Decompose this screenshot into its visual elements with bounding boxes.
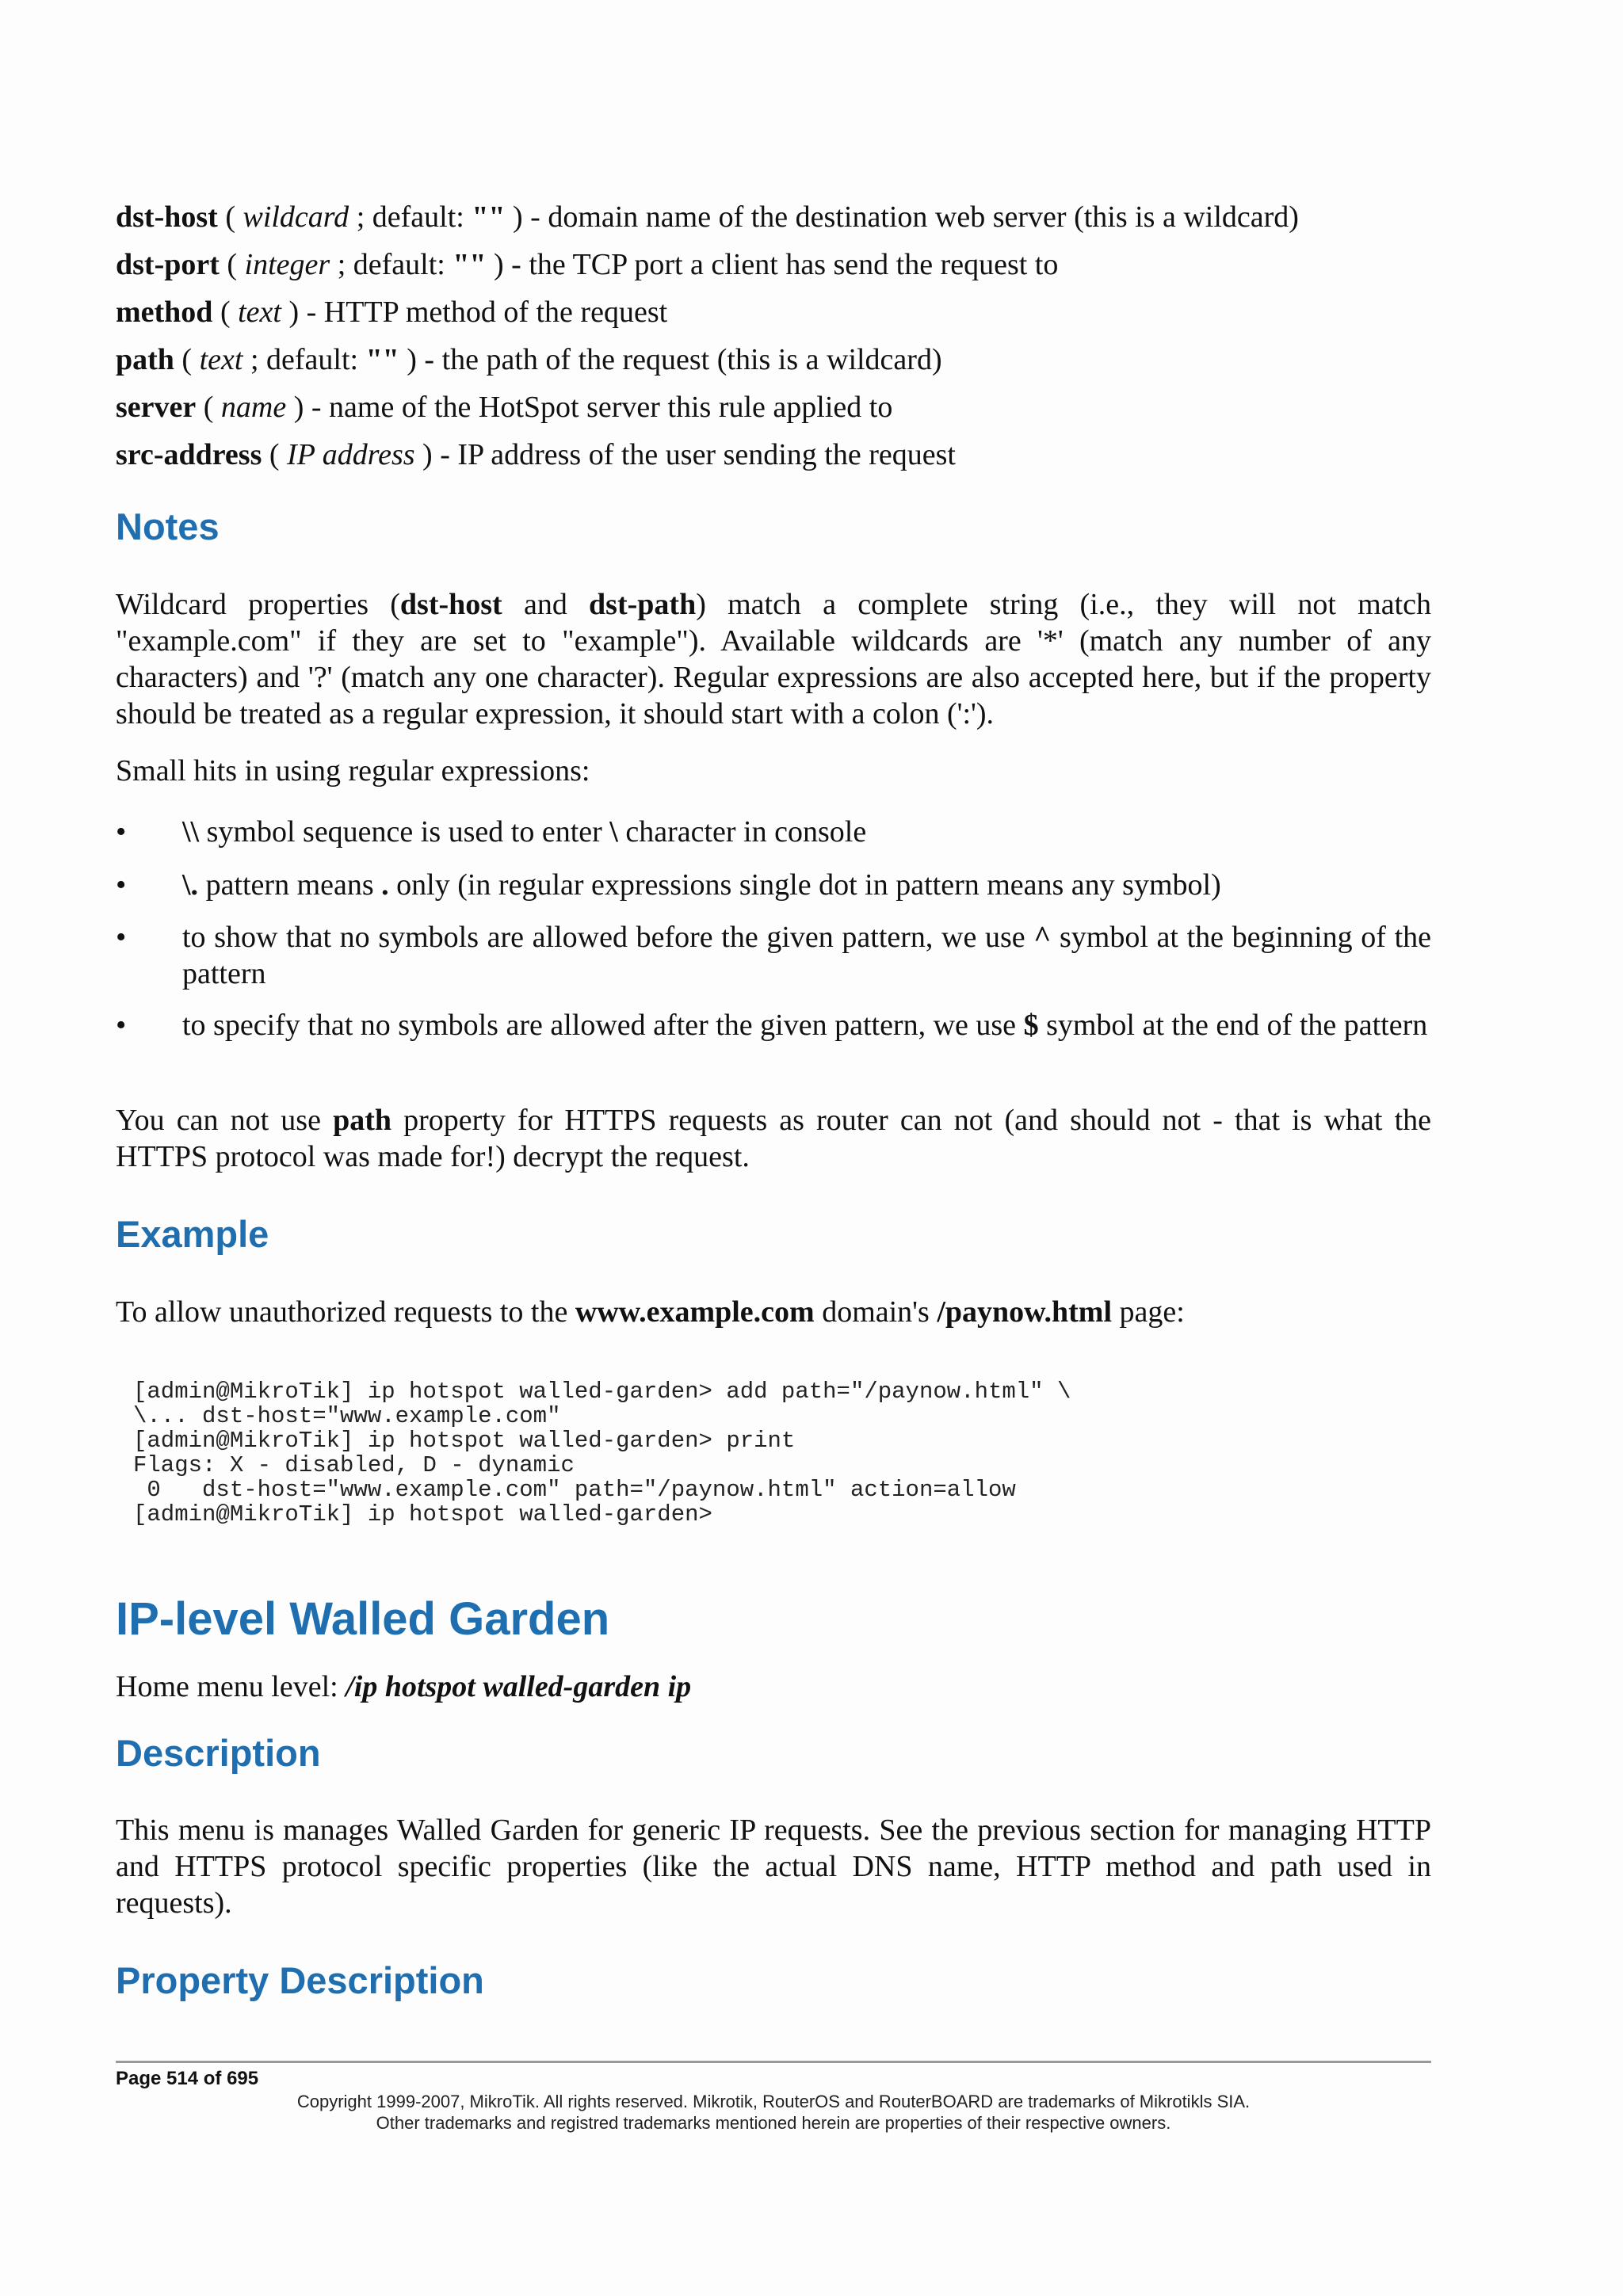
property-description: ) - IP address of the user sending the request — [414, 438, 956, 471]
text-run: You can not use — [116, 1104, 334, 1137]
property-path — [116, 341, 942, 378]
description-paragraph: This menu is manages Walled Garden for generic IP requests. See the previous section for managing HTTP and HTTPS protocol specific properties (like the actual DNS name, HTTP method and path used in requests). — [116, 1814, 1431, 1920]
property-default-value: "" — [472, 200, 506, 234]
bold-term: ^ — [1033, 921, 1052, 954]
bold-term: path — [333, 1104, 391, 1137]
text-run: domain's — [814, 1295, 938, 1329]
text-run: property for HTTPS requests as router can not (and should not - that is what the HTTPS protocol was made for!) decrypt the request. — [116, 1104, 1431, 1173]
text-run: symbol sequence is used to enter — [199, 815, 610, 849]
property-description: ) - domain name of the destination web server (this is a wildcard) — [505, 200, 1299, 234]
notes-paragraph-hints: Small hits in using regular expressions: — [116, 754, 590, 788]
text-run: symbol at the end of the pattern — [1038, 1009, 1428, 1042]
example-intro — [116, 1294, 1431, 1330]
property-description: ) - the path of the request (this is a wildcard) — [399, 343, 942, 376]
text-run: To allow unauthorized requests to the — [116, 1295, 575, 1329]
property-default-label: ; default: — [349, 200, 472, 234]
bold-term: . — [381, 868, 389, 902]
property-type: text — [199, 343, 243, 376]
property-paren: ( — [196, 391, 221, 424]
copyright-line-2: Other trademarks and registred trademarks mentioned herein are properties of their respective owners. — [376, 2113, 1171, 2133]
property-type: IP address — [287, 438, 415, 471]
property-type: name — [220, 391, 287, 424]
list-item-text — [182, 919, 1431, 992]
bullet-icon: • — [116, 815, 127, 849]
code-block: [admin@MikroTik] ip hotspot walled-garden> add path="/paynow.html" \ \... dst-host="www.example.com" [admin@MikroTik] ip hotspot walled-garden> print Flags: X - disabled, D - dynamic 0 dst-host="www.example.com" path="/paynow.html" action=allow [admin@MikroTik] ip hotspot walled-garden> — [133, 1379, 1071, 1527]
text-run: pattern means — [198, 868, 382, 902]
menu-level-label: Home menu level: — [116, 1670, 346, 1703]
menu-level-path: /ip hotspot walled-garden ip — [346, 1670, 692, 1703]
example-heading: Example — [116, 1213, 269, 1255]
property-name: method — [116, 296, 213, 329]
text-run: page: — [1112, 1295, 1185, 1329]
property-description: ) - name of the HotSpot server this rule applied to — [286, 391, 893, 424]
property-name: server — [116, 391, 197, 424]
property-type: text — [238, 296, 281, 329]
text-run: symbol at the beginning of the pattern — [182, 921, 1432, 990]
notes-paragraph-wildcards — [116, 586, 1431, 732]
property-paren: ( — [212, 296, 239, 329]
bold-term: dst-path — [589, 588, 697, 621]
text-run: to specify that no symbols are allowed after the given pattern, we use — [182, 1009, 1024, 1042]
property-name: dst-host — [116, 200, 218, 234]
section-title: IP-level Walled Garden — [116, 1593, 610, 1645]
list-item-text — [182, 867, 1431, 903]
bullet-icon: • — [116, 1009, 127, 1042]
property-src-address — [116, 437, 956, 473]
text-run: ) match a complete string (i.e., they will not match "example.com" if they are set to "example"). Available wildcards are '*' (match any number of any characters) and '?' (match any one character). Regular expressions are also accepted here, but if the property should be treated as a regular expression, it should start with a colon (':'). — [116, 588, 1431, 730]
notes-paragraph-https — [116, 1102, 1431, 1175]
property-description: ) - the TCP port a client has send the request to — [486, 248, 1059, 281]
property-description: ) - HTTP method of the request — [281, 296, 668, 329]
text-run: Wildcard properties ( — [116, 588, 400, 621]
footer-divider — [116, 2061, 1431, 2063]
copyright-line-1: Copyright 1999-2007, MikroTik. All rights reserved. Mikrotik, RouterOS and RouterBOARD are trademarks of Mikrotikls SIA. — [296, 2092, 1251, 2111]
bold-term: \. — [182, 868, 199, 902]
text-run: to show that no symbols are allowed before the given pattern, we use — [182, 921, 1034, 954]
property-description-heading: Property Description — [116, 1959, 484, 2001]
property-server — [116, 389, 892, 425]
property-name: src-address — [116, 438, 262, 471]
description-heading: Description — [116, 1732, 321, 1774]
bold-term: /paynow.html — [937, 1295, 1112, 1329]
property-name: dst-port — [116, 248, 220, 281]
property-dst-host — [116, 199, 1299, 235]
bold-term: $ — [1023, 1009, 1039, 1042]
bold-term: \\ — [182, 815, 200, 849]
property-default-label: ; default: — [330, 248, 453, 281]
menu-level-line — [116, 1669, 1431, 1705]
property-default-value: "" — [365, 343, 399, 376]
property-default-label: ; default: — [242, 343, 366, 376]
property-paren: ( — [174, 343, 200, 376]
bold-term: www.example.com — [575, 1295, 815, 1329]
text-run: and — [502, 588, 590, 621]
property-name: path — [116, 343, 174, 376]
property-method — [116, 294, 667, 330]
bold-term: dst-host — [399, 588, 502, 621]
property-type: wildcard — [242, 200, 349, 234]
property-default-value: "" — [453, 248, 487, 281]
property-dst-port — [116, 246, 1058, 283]
bold-term: \ — [609, 815, 618, 849]
property-paren: ( — [219, 248, 245, 281]
property-paren: ( — [262, 438, 288, 471]
list-item-text — [182, 1007, 1431, 1043]
page-number: Page 514 of 695 — [116, 2068, 259, 2089]
text-run: only (in regular expressions single dot in pattern means any symbol) — [388, 868, 1221, 902]
bullet-icon: • — [116, 868, 127, 902]
list-item-text — [182, 814, 1431, 850]
notes-heading: Notes — [116, 505, 220, 547]
property-paren: ( — [217, 200, 243, 234]
bullet-icon: • — [116, 921, 127, 954]
property-type: integer — [244, 248, 330, 281]
text-run: character in console — [617, 815, 867, 849]
